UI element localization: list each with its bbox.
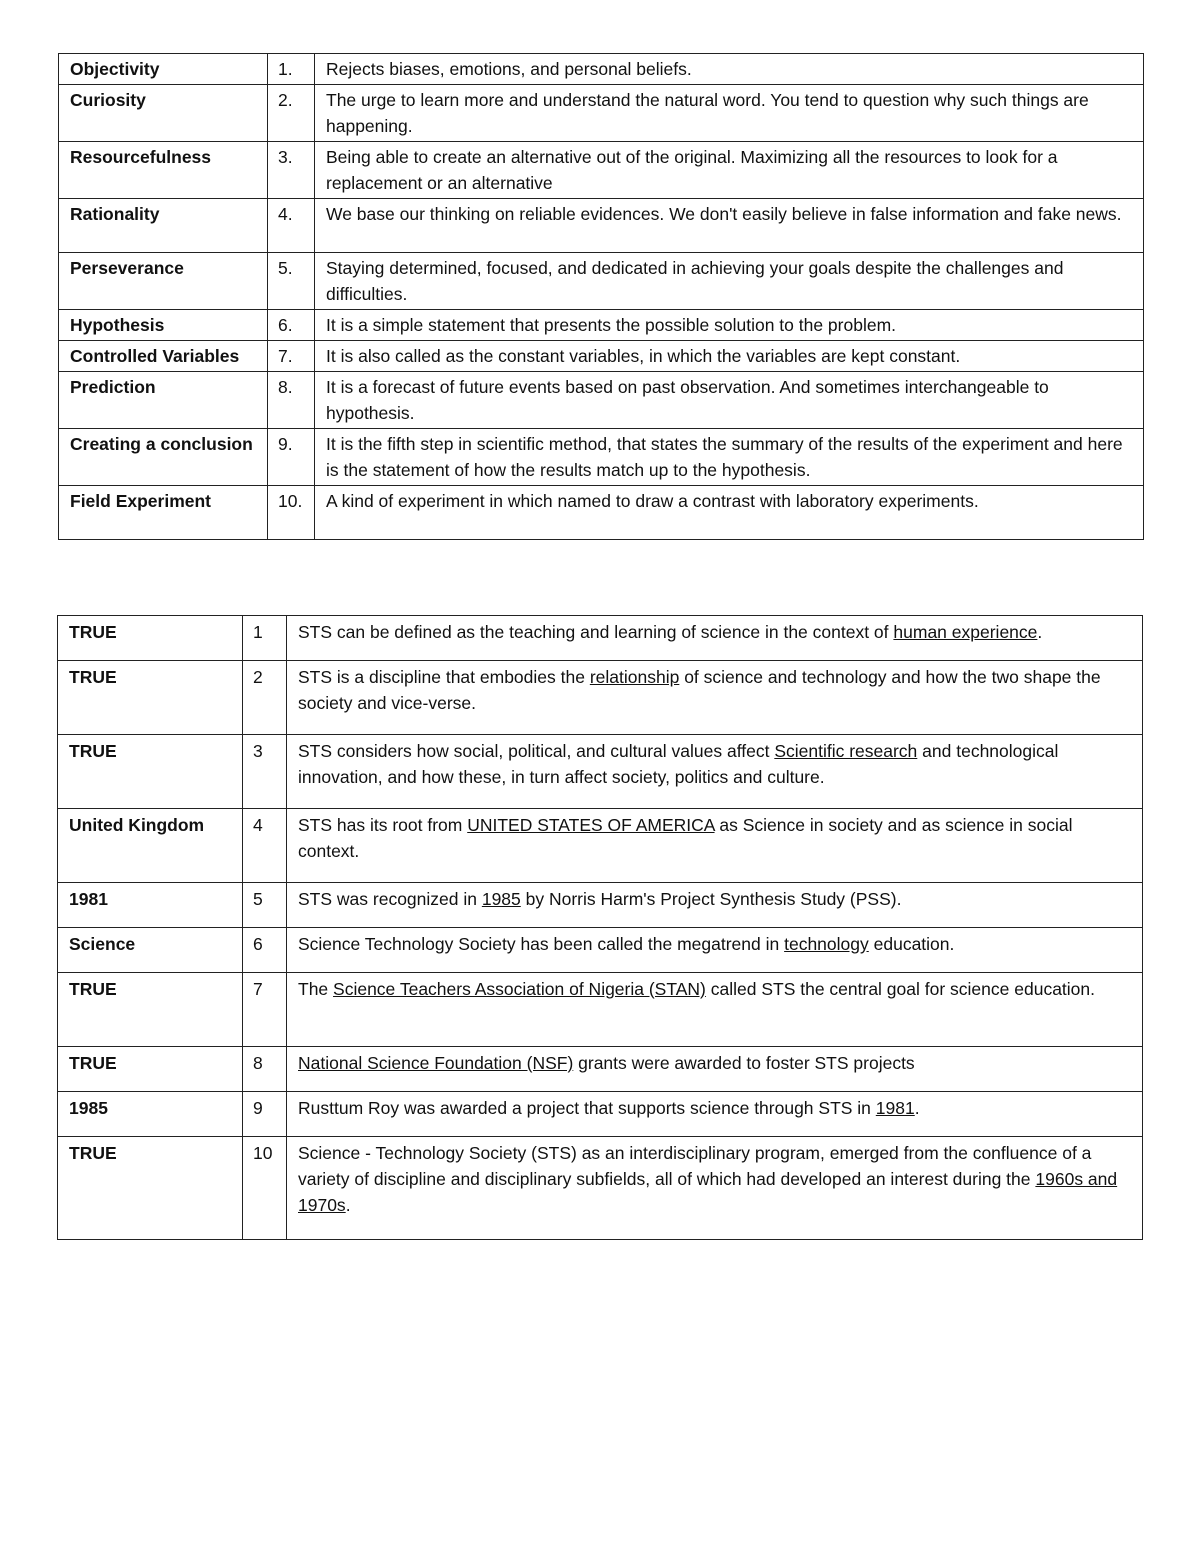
statement-text: grants were awarded to foster STS projects — [573, 1053, 915, 1073]
description-cell: Rejects biases, emotions, and personal beliefs. — [315, 54, 1144, 85]
description-cell: A kind of experiment in which named to draw a contrast with laboratory experiments. — [315, 486, 1144, 540]
table-row — [58, 883, 1143, 928]
number-cell: 9. — [268, 429, 315, 486]
statement-text: . — [1037, 622, 1043, 642]
statement-text: Science Technology Society has been called the megatrend in — [298, 934, 785, 954]
true-false-table — [57, 615, 1143, 1240]
description-cell: The urge to learn more and understand the natural word. You tend to question why such things are happening. — [315, 85, 1144, 142]
term-cell: Creating a conclusion — [59, 429, 268, 486]
underlined-term: 1985 — [481, 889, 521, 909]
table-row — [58, 928, 1143, 973]
statement-text: STS was recognized in — [298, 889, 482, 909]
definitions-table — [58, 53, 1144, 540]
number-cell: 1 — [243, 616, 287, 661]
underlined-term: relationship — [589, 667, 680, 687]
term-cell: Objectivity — [59, 54, 268, 85]
statement-text: by Norris Harm's Project Synthesis Study (PSS). — [520, 889, 902, 909]
table-row — [59, 253, 1144, 310]
table-row — [59, 54, 1144, 85]
number-cell: 6. — [268, 310, 315, 341]
statement-cell — [287, 883, 1143, 928]
table-row — [58, 1092, 1143, 1137]
statement-cell — [287, 809, 1143, 883]
term-cell: Prediction — [59, 372, 268, 429]
table-row — [59, 341, 1144, 372]
statement-text: Rusttum Roy was awarded a project that supports science through STS in — [298, 1098, 876, 1118]
table-row — [59, 486, 1144, 540]
table-row — [58, 809, 1143, 883]
underlined-term: technology — [784, 934, 869, 954]
statement-text: The — [298, 979, 334, 999]
term-cell: Hypothesis — [59, 310, 268, 341]
term-cell: Perseverance — [59, 253, 268, 310]
table-row — [58, 735, 1143, 809]
statement-cell — [287, 735, 1143, 809]
answer-cell: TRUE — [58, 1047, 243, 1092]
statement-text: and technological innovation, and how these, in turn affect society, politics and culture. — [298, 741, 1059, 787]
number-cell: 2. — [268, 85, 315, 142]
description-cell: It is a forecast of future events based on past observation. And sometimes interchangeable to hypothesis. — [315, 372, 1144, 429]
table-row — [58, 973, 1143, 1047]
answer-cell: 1981 — [58, 883, 243, 928]
underlined-term: 1981 — [875, 1098, 915, 1118]
description-cell: It is a simple statement that presents the possible solution to the problem. — [315, 310, 1144, 341]
number-cell: 7 — [243, 973, 287, 1047]
number-cell: 5. — [268, 253, 315, 310]
table-row — [59, 429, 1144, 486]
statement-text: . — [914, 1098, 920, 1118]
answer-cell: TRUE — [58, 1137, 243, 1240]
number-cell: 8 — [243, 1047, 287, 1092]
statement-cell — [287, 928, 1143, 973]
statement-text: . — [345, 1195, 351, 1215]
answer-cell: United Kingdom — [58, 809, 243, 883]
underlined-term: National Science Foundation (NSF) — [298, 1053, 574, 1073]
number-cell: 3 — [243, 735, 287, 809]
description-cell: Staying determined, focused, and dedicated in achieving your goals despite the challenges and difficulties. — [315, 253, 1144, 310]
statement-cell — [287, 661, 1143, 735]
table-row — [58, 616, 1143, 661]
statement-cell — [287, 973, 1143, 1047]
statement-text: called STS the central goal for science education. — [705, 979, 1096, 999]
statement-cell — [287, 1047, 1143, 1092]
underlined-term: human experience — [893, 622, 1038, 642]
term-cell: Controlled Variables — [59, 341, 268, 372]
underlined-term: UNITED STATES OF AMERICA — [467, 815, 715, 835]
answer-cell: TRUE — [58, 973, 243, 1047]
number-cell: 5 — [243, 883, 287, 928]
statement-text: STS can be defined as the teaching and learning of science in the context of — [298, 622, 894, 642]
number-cell: 3. — [268, 142, 315, 199]
table-row — [58, 1137, 1143, 1240]
number-cell: 1. — [268, 54, 315, 85]
table-row — [59, 142, 1144, 199]
term-cell: Curiosity — [59, 85, 268, 142]
underlined-term: Science Teachers Association of Nigeria (STAN) — [333, 979, 706, 999]
table-row — [59, 310, 1144, 341]
table-row — [58, 661, 1143, 735]
statement-text: as Science in society and as science in social context. — [298, 815, 1073, 861]
term-cell: Field Experiment — [59, 486, 268, 540]
number-cell: 7. — [268, 341, 315, 372]
table-row — [59, 85, 1144, 142]
number-cell: 10 — [243, 1137, 287, 1240]
description-cell: We base our thinking on reliable evidences. We don't easily believe in false information and fake news. — [315, 199, 1144, 253]
answer-cell: Science — [58, 928, 243, 973]
statement-text: STS has its root from — [298, 815, 468, 835]
table-row — [59, 372, 1144, 429]
answer-cell: 1985 — [58, 1092, 243, 1137]
number-cell: 2 — [243, 661, 287, 735]
statement-text: Science - Technology Society (STS) as an interdisciplinary program, emerged from the confluence of a variety of discipline and disciplinary subfields, all of which had developed an interest during the — [298, 1143, 1092, 1189]
underlined-term: Scientific research — [774, 741, 918, 761]
statement-text: education. — [868, 934, 955, 954]
answer-cell: TRUE — [58, 735, 243, 809]
statement-text: STS considers how social, political, and cultural values affect — [298, 741, 775, 761]
description-cell: Being able to create an alternative out of the original. Maximizing all the resources to look for a replacement or an alternative — [315, 142, 1144, 199]
number-cell: 6 — [243, 928, 287, 973]
number-cell: 4. — [268, 199, 315, 253]
term-cell: Resourcefulness — [59, 142, 268, 199]
number-cell: 9 — [243, 1092, 287, 1137]
statement-text: STS is a discipline that embodies the — [298, 667, 590, 687]
term-cell: Rationality — [59, 199, 268, 253]
number-cell: 8. — [268, 372, 315, 429]
statement-text: of science and technology and how the two shape the society and vice-verse. — [298, 667, 1101, 713]
answer-cell: TRUE — [58, 661, 243, 735]
description-cell: It is also called as the constant variables, in which the variables are kept constant. — [315, 341, 1144, 372]
number-cell: 4 — [243, 809, 287, 883]
number-cell: 10. — [268, 486, 315, 540]
statement-cell — [287, 616, 1143, 661]
answer-cell: TRUE — [58, 616, 243, 661]
statement-cell — [287, 1092, 1143, 1137]
table-row — [59, 199, 1144, 253]
table-row — [58, 1047, 1143, 1092]
underlined-term: 1960s and 1970s — [298, 1169, 1118, 1215]
description-cell: It is the fifth step in scientific method, that states the summary of the results of the experiment and here is the statement of how the results match up to the hypothesis. — [315, 429, 1144, 486]
statement-cell — [287, 1137, 1143, 1240]
